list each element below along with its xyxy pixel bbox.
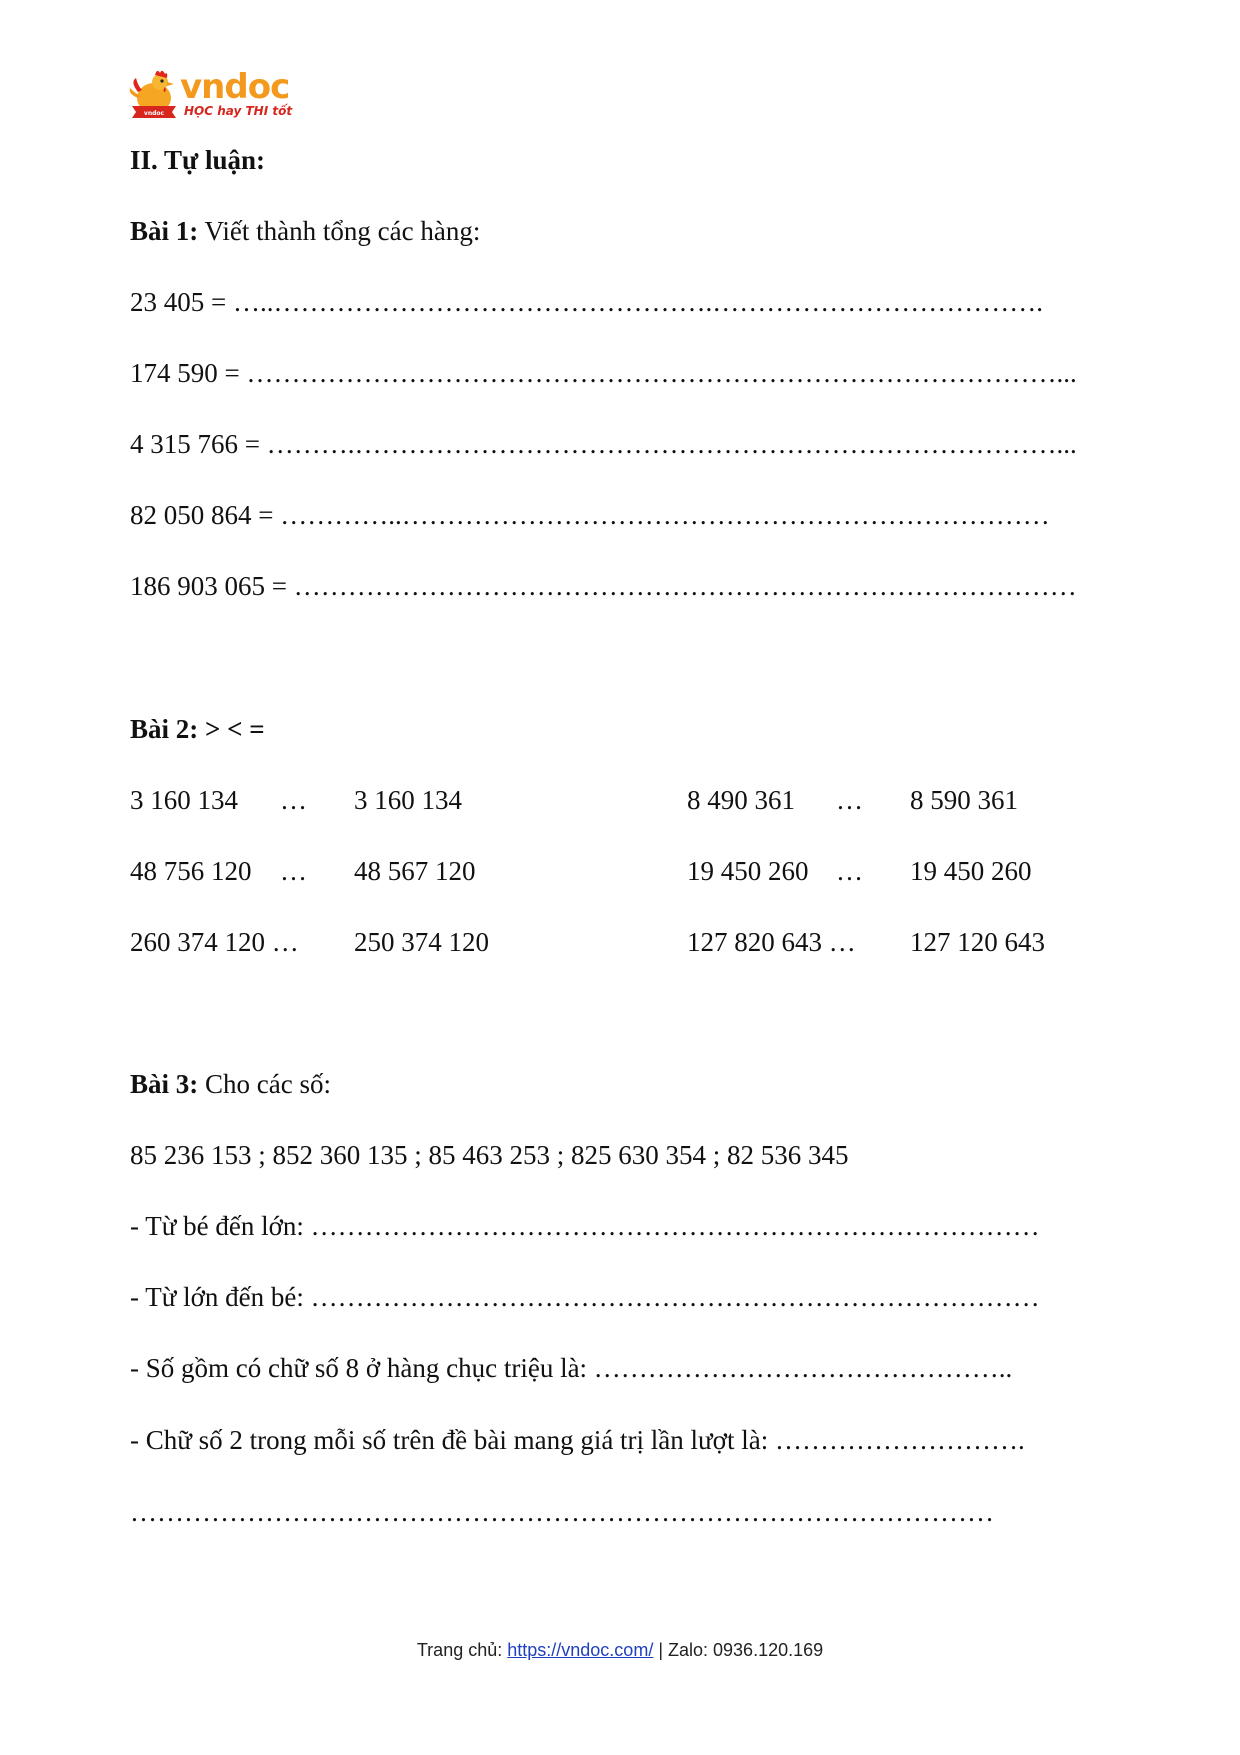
bai3-numbers: 85 236 153 ; 852 360 135 ; 85 463 253 ; 825 630 354 ; 82 536 345	[130, 1140, 849, 1170]
bai1-line: 82 050 864 = …………..………………………………………………………………	[130, 500, 1050, 530]
bai1-line: 23 405 = …..………………………………………….……………………………….	[130, 287, 1043, 317]
section-title-text: II. Tự luận:	[130, 145, 266, 175]
bai3-line: ……………………………………………………………………………………	[130, 1497, 994, 1527]
bai2-number: 19 450 260	[910, 856, 1032, 886]
bai1-instruction: Viết thành tổng các hàng:	[198, 216, 481, 246]
footer-zalo: | Zalo: 0936.120.169	[653, 1640, 824, 1660]
bai2-blank: …	[836, 785, 863, 815]
bai1-line: 186 903 065 = ……………………………………………………………………………	[130, 571, 1077, 601]
bai2-number: 3 160 134	[130, 785, 238, 815]
bai3-line: - Số gồm có chữ số 8 ở hàng chục triệu là: ………………………………………..	[130, 1353, 1013, 1383]
bai3-line: - Chữ số 2 trong mỗi số trên đề bài mang giá trị lần lượt là: ……………………….	[130, 1425, 1025, 1455]
rooster-mascot-icon	[128, 68, 184, 124]
bai2-number: 8 490 361	[687, 785, 795, 815]
bai2-number: 48 756 120	[130, 856, 252, 886]
bai2-blank: …	[280, 856, 307, 886]
bai1-line: 4 315 766 = ……….……………………………………………………………………...	[130, 429, 1077, 459]
bai2-number: 260 374 120 …	[130, 927, 299, 957]
bai1-line: 174 590 = ………………………………………………………………………………...	[130, 358, 1077, 388]
footer-prefix: Trang chủ:	[416, 1640, 508, 1660]
bai2-number: 3 160 134	[354, 785, 462, 815]
bai2-blank: …	[280, 785, 307, 815]
bai2-number: 127 820 643 …	[687, 927, 856, 957]
footer-home-link[interactable]: https://vndoc.com/	[507, 1640, 654, 1660]
section-title	[130, 144, 265, 176]
page-footer	[0, 1640, 1240, 1661]
bai2-number: 19 450 260	[687, 856, 809, 886]
bai1-label: Bài 1:	[130, 216, 199, 246]
bai2-number: 250 374 120	[354, 927, 489, 957]
bai3-label: Bài 3:	[130, 1069, 199, 1099]
bai2-heading	[130, 713, 265, 745]
bai2-number: 127 120 643	[910, 927, 1045, 957]
bai2-number: 8 590 361	[910, 785, 1018, 815]
vndoc-logo[interactable]	[128, 68, 298, 124]
logo-slogan: HỌC hay THI tốt	[184, 104, 293, 118]
bai3-heading	[130, 1068, 331, 1100]
bai2-blank: …	[836, 856, 863, 886]
bai2-label: Bài 2: > < =	[130, 714, 265, 744]
svg-text:vndoc: vndoc	[143, 110, 165, 117]
bai3-line: - Từ bé đến lớn: ………………………………………………………………………	[130, 1211, 1040, 1241]
logo-wordmark: vndoc	[180, 67, 290, 107]
bai3-line: - Từ lớn đến bé: ………………………………………………………………………	[130, 1282, 1040, 1312]
bai3-instruction: Cho các số:	[198, 1069, 331, 1099]
bai2-number: 48 567 120	[354, 856, 476, 886]
bai1-heading	[130, 215, 480, 247]
